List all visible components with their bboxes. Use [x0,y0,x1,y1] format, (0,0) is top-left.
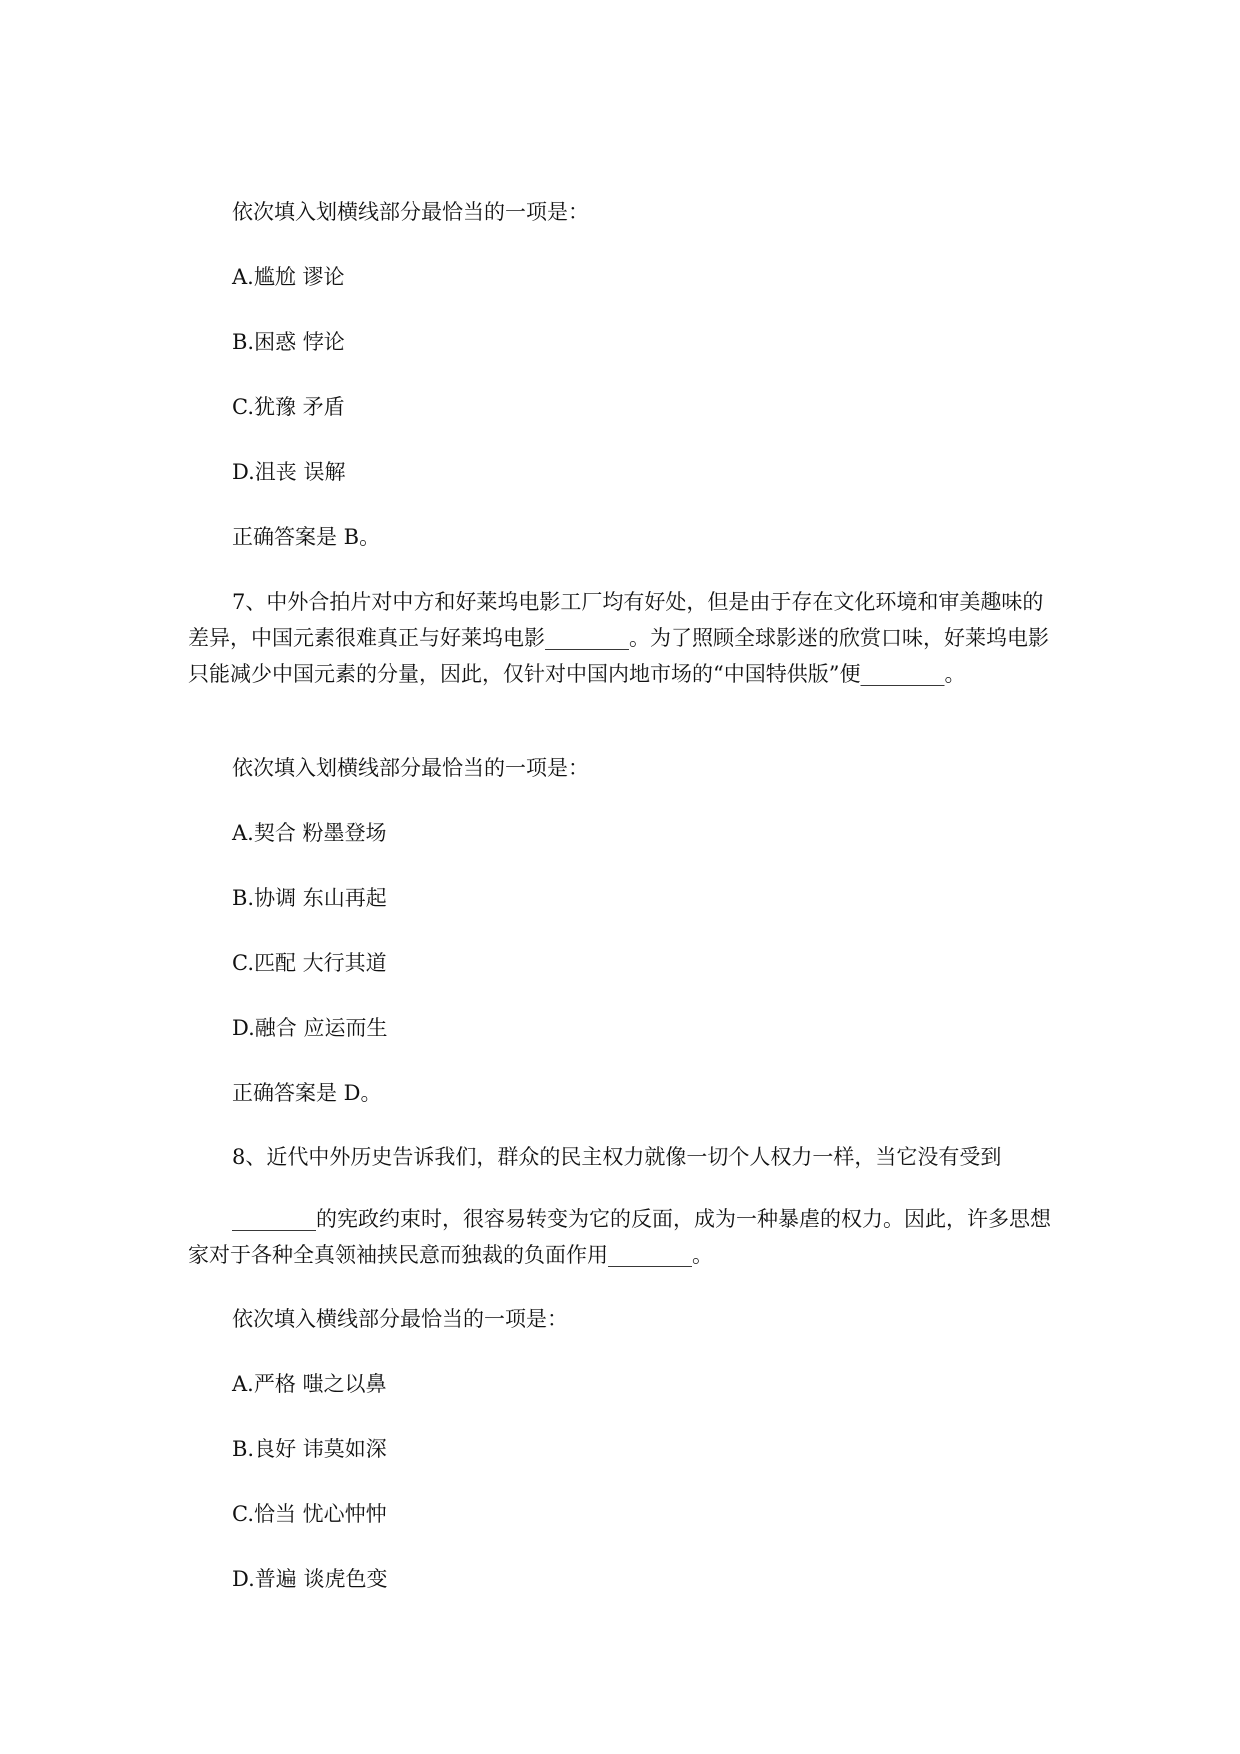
q8-stem-line1: 8、近代中外历史告诉我们，群众的民主权力就像一切个人权力一样，当它没有受到 [232,1145,1002,1169]
q7-prompt: 依次填入划横线部分最恰当的一项是： [232,756,589,780]
q6-prompt: 依次填入划横线部分最恰当的一项是： [232,200,589,224]
q8-prompt: 依次填入横线部分最恰当的一项是： [232,1307,568,1331]
q7-option-b: B.协调 东山再起 [232,886,387,910]
q8-option-a: A.严格 嗤之以鼻 [232,1372,387,1396]
q6-answer: 正确答案是 B。 [232,525,381,549]
q7-stem: 7、中外合拍片对中方和好莱坞电影工厂均有好处，但是由于存在文化环境和审美趣味的差异，中国元素很难真正与好莱坞电影________。为了照顾全球影迷的欣赏口味，好莱坞电影只能减少中国元素的分量，因此，仅针对中国内地市场的“中国特供版”便________。 [188,590,1049,686]
q7-option-d: D.融合 应运而生 [232,1016,388,1040]
q8-option-b: B.良好 讳莫如深 [232,1437,387,1461]
q6-option-c: C.犹豫 矛盾 [232,395,345,419]
q8-option-d: D.普遍 谈虎色变 [232,1567,388,1591]
q8-option-c: C.恰当 忧心忡忡 [232,1502,387,1526]
q6-option-d: D.沮丧 误解 [232,460,346,484]
q6-option-b: B.困惑 悖论 [232,330,345,354]
q6-option-a: A.尴尬 谬论 [232,265,345,289]
q7-answer: 正确答案是 D。 [232,1081,382,1105]
q7-option-c: C.匹配 大行其道 [232,951,387,975]
q8-stem-rest: ________的宪政约束时，很容易转变为它的反面，成为一种暴虐的权力。因此，许多思想家对于各种全真领袖挟民意而独裁的负面作用________。 [188,1207,1051,1267]
q7-option-a: A.契合 粉墨登场 [232,821,387,845]
